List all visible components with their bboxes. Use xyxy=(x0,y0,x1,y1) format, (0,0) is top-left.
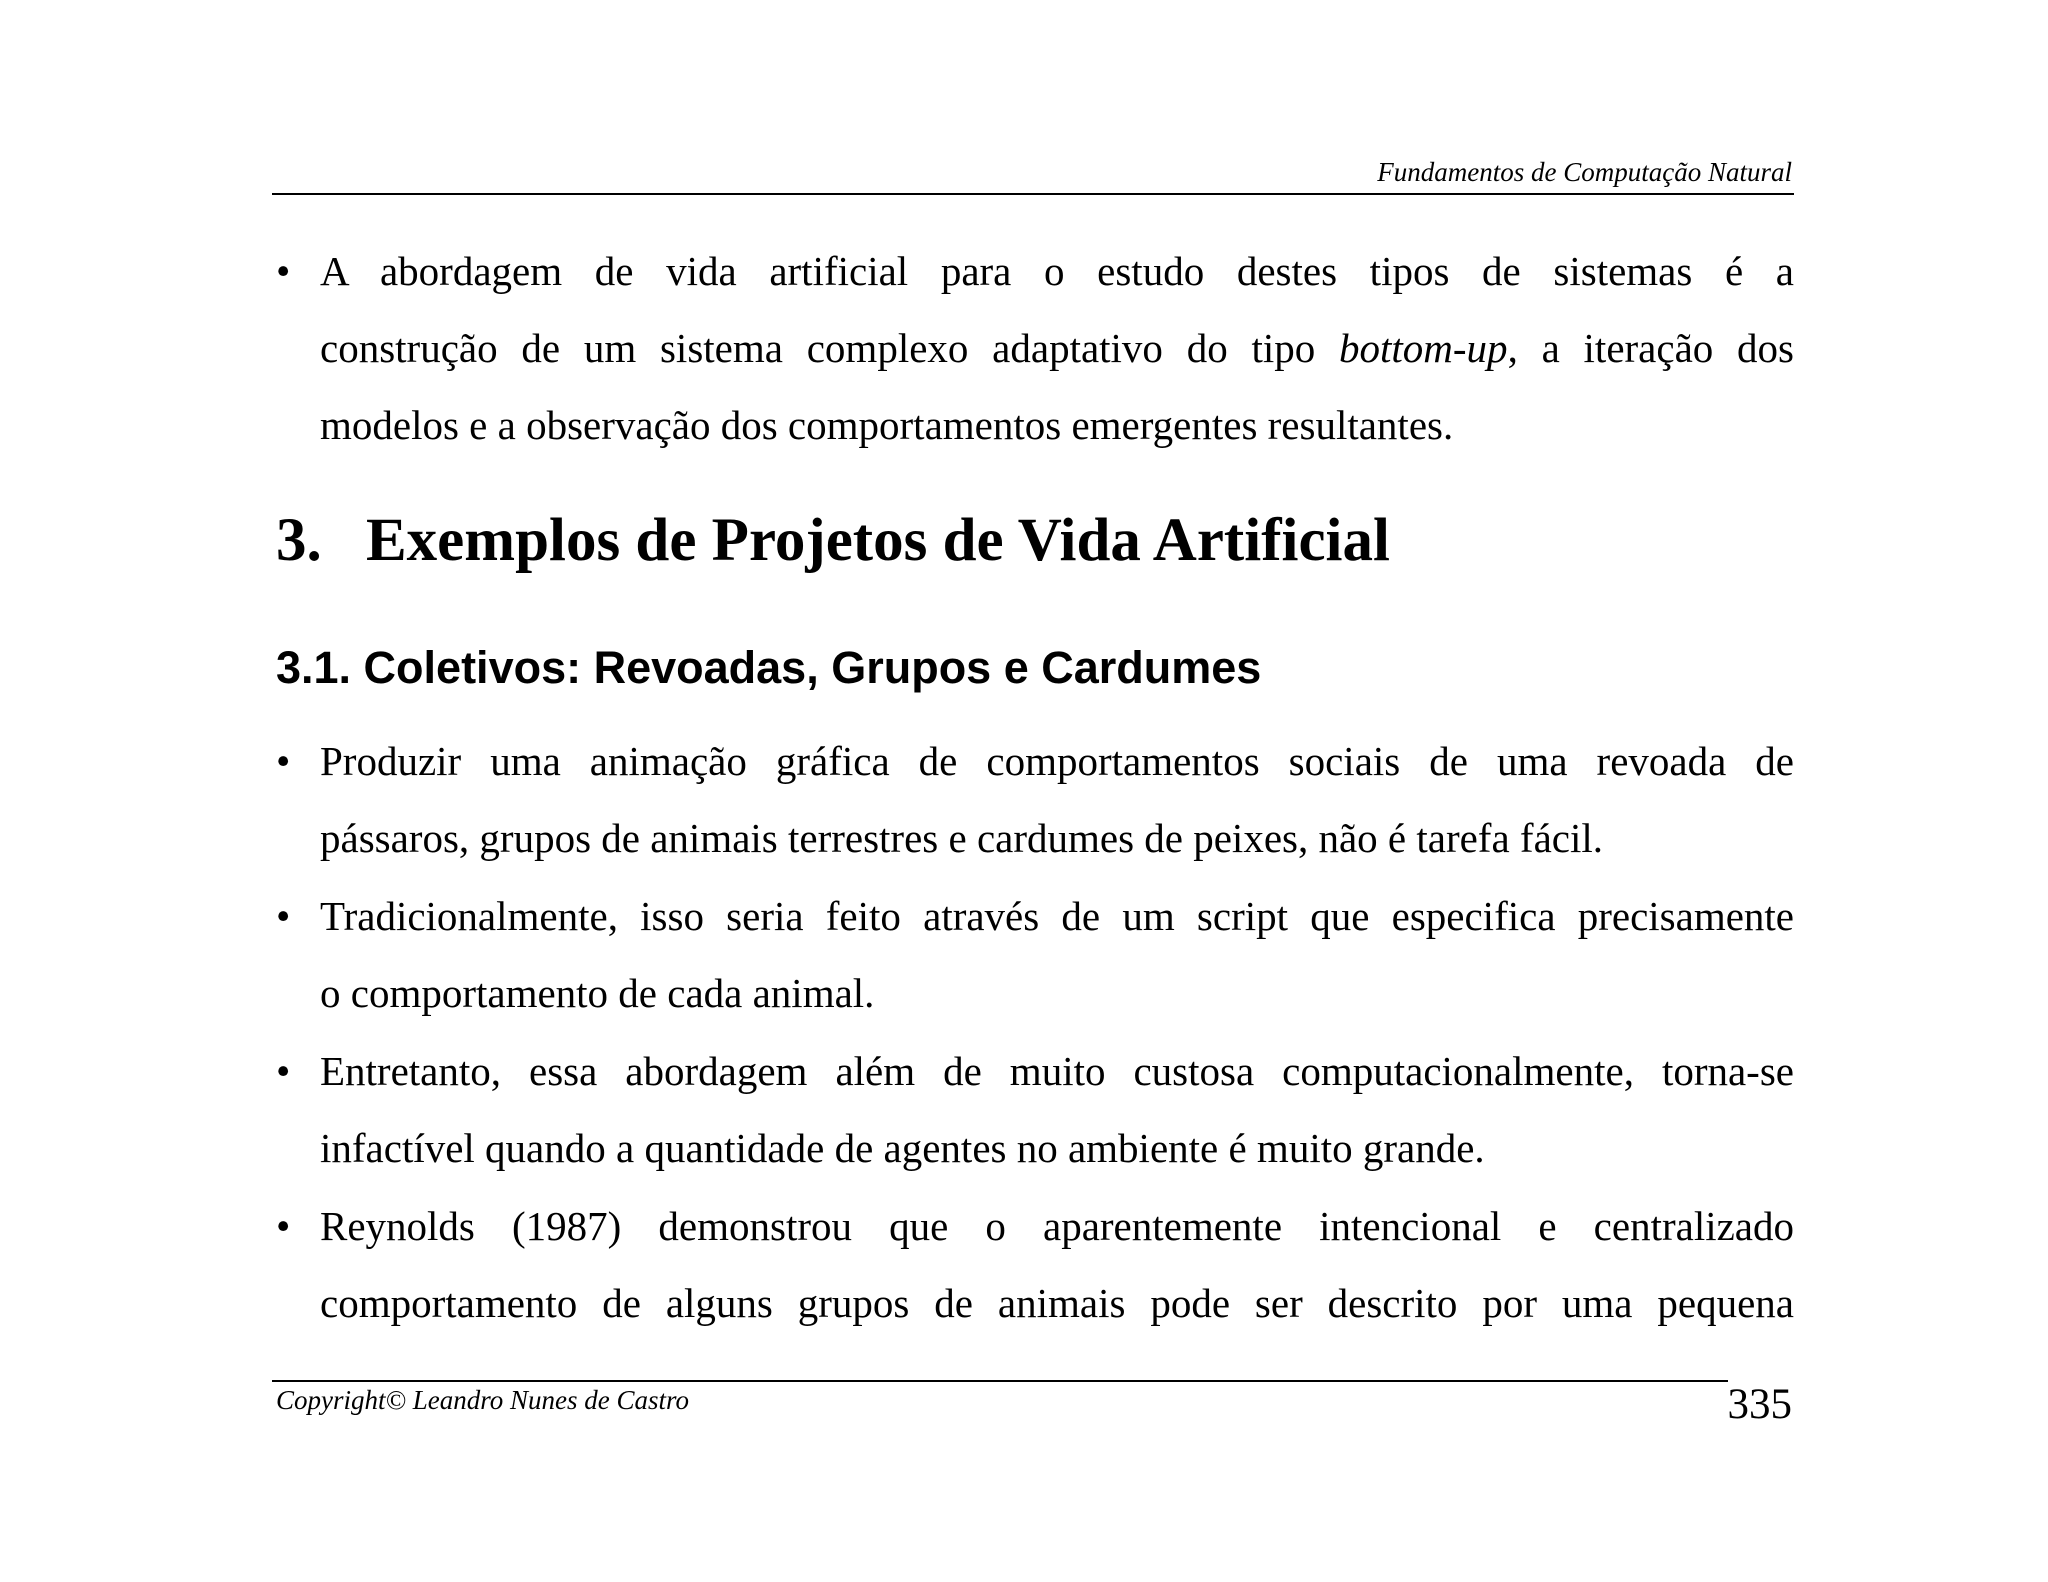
intro-line-2-before: construção de um sistema complexo adaptativo do tipo xyxy=(320,325,1340,371)
bullet-4-marker: • xyxy=(276,1203,291,1249)
bullet-1-line-2: pássaros, grupos de animais terrestres e cardumes de peixes, não é tarefa fácil. xyxy=(320,815,1603,861)
bullet-4-line-2: comportamento de alguns grupos de animais pode ser descrito por uma pequena xyxy=(320,1280,1794,1326)
subsection-heading: 3.1. Coletivos: Revoadas, Grupos e Cardumes xyxy=(276,642,1262,693)
page-header-title: Fundamentos de Computação Natural xyxy=(1377,157,1792,187)
bullet-1-marker: • xyxy=(276,738,291,784)
section-number: 3. xyxy=(276,507,322,574)
bullet-2-marker: • xyxy=(276,893,291,939)
footer-rule xyxy=(272,1380,1728,1382)
intro-bullet-line-1: A abordagem de vida artificial para o estudo destes tipos de sistemas é a xyxy=(320,248,1794,294)
intro-bullet-line-3: modelos e a observação dos comportamentos emergentes resultantes. xyxy=(320,402,1454,448)
intro-bullet-marker: • xyxy=(276,248,291,294)
bullet-3-line-1: Entretanto, essa abordagem além de muito custosa computacionalmente, torna-se xyxy=(320,1048,1794,1094)
section-title: Exemplos de Projetos de Vida Artificial xyxy=(366,507,1390,574)
header-rule xyxy=(272,193,1794,195)
bullet-2-line-2: o comportamento de cada animal. xyxy=(320,970,875,1016)
bullet-4-line-1: Reynolds (1987) demonstrou que o aparentemente intencional e centralizado xyxy=(320,1203,1794,1249)
bullet-3-line-2: infactível quando a quantidade de agentes no ambiente é muito grande. xyxy=(320,1125,1485,1171)
bullet-2-line-1: Tradicionalmente, isso seria feito através de um script que especifica precisamente xyxy=(320,893,1794,939)
section-heading xyxy=(276,506,1390,576)
footer-copyright: Copyright© Leandro Nunes de Castro xyxy=(276,1385,690,1415)
intro-line-2-after: , a iteração dos xyxy=(1507,325,1794,371)
intro-line-2-emphasis: bottom-up xyxy=(1339,325,1508,371)
page-number: 335 xyxy=(1727,1381,1792,1428)
intro-bullet-line-2 xyxy=(320,325,1794,371)
bullet-3-marker: • xyxy=(276,1048,291,1094)
bullet-1-line-1: Produzir uma animação gráfica de comportamentos sociais de uma revoada de xyxy=(320,738,1794,784)
